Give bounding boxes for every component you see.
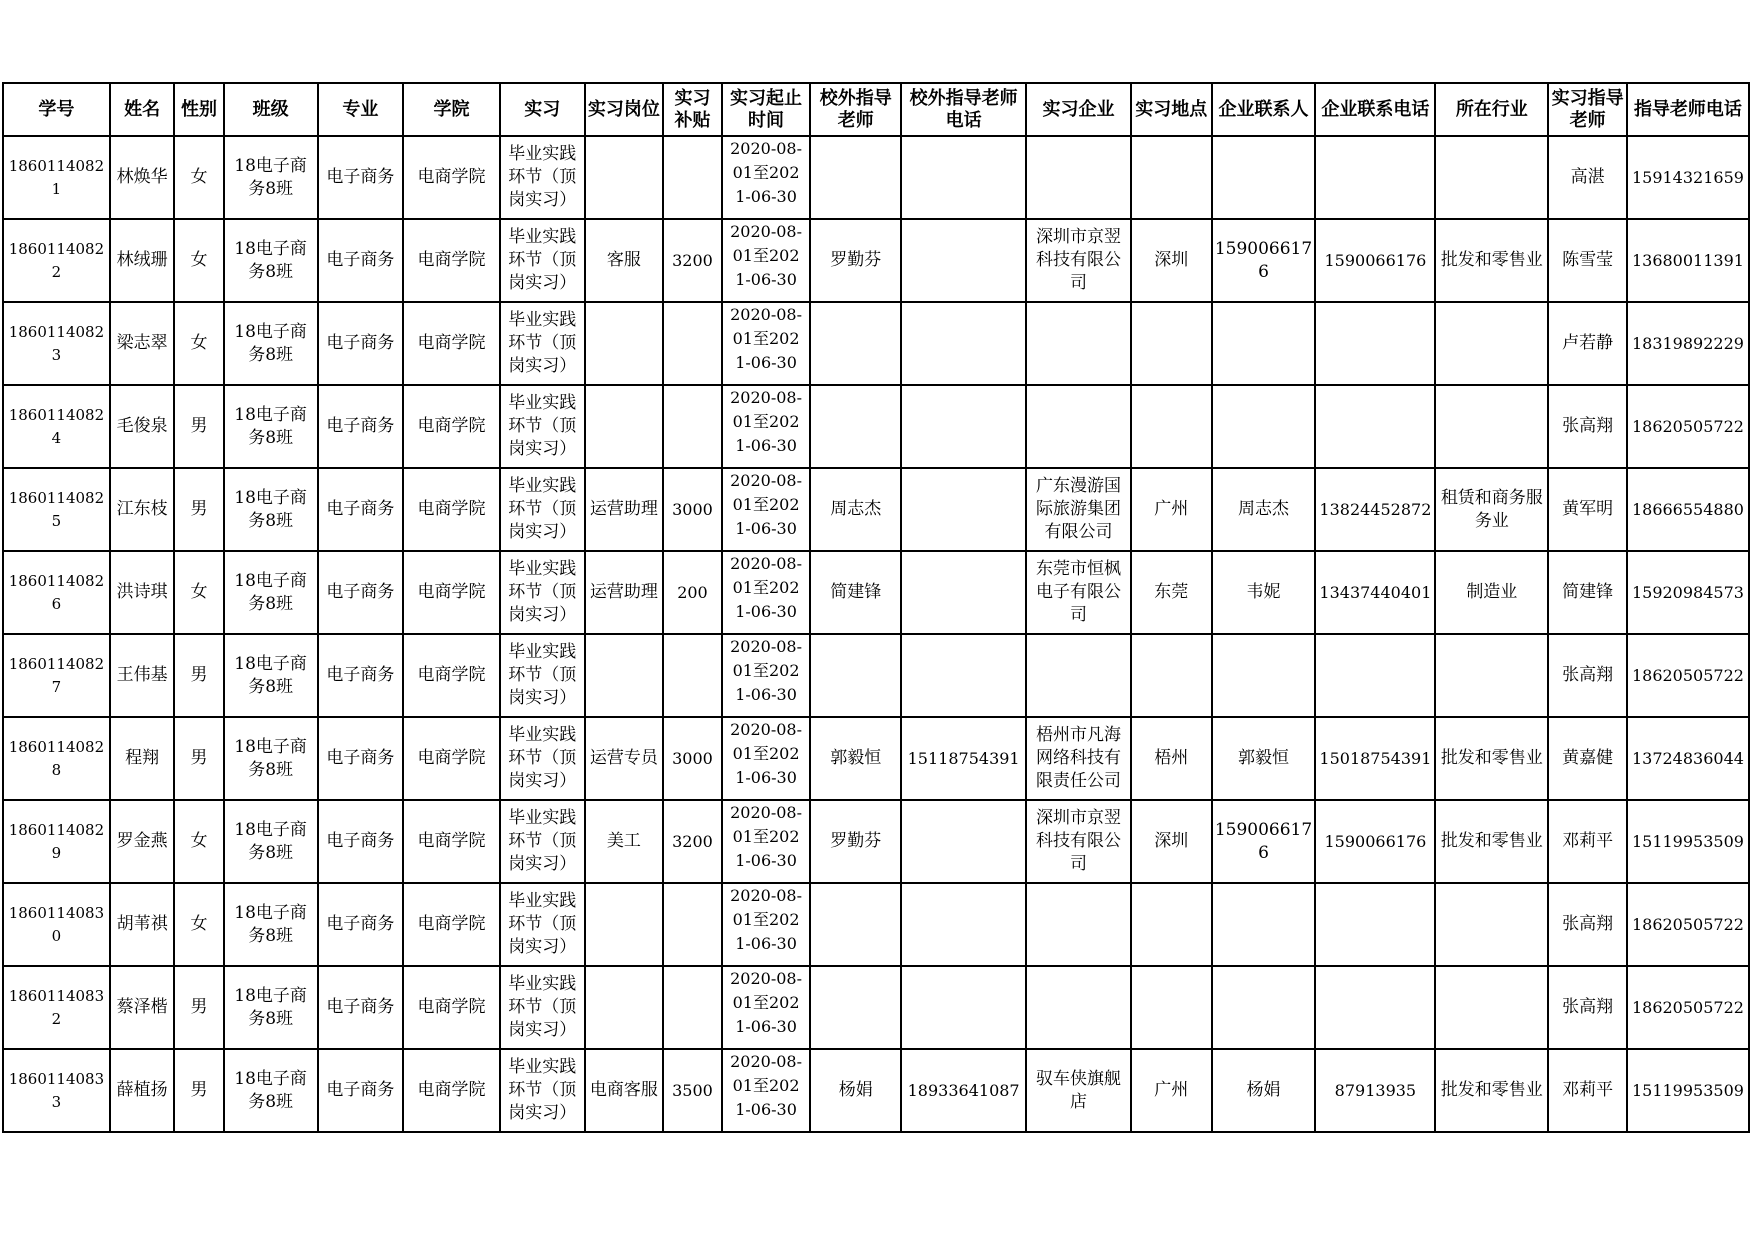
cell-ext-teacher [810, 883, 901, 966]
cell-name: 蔡泽楷 [110, 966, 175, 1049]
cell-teacher-phone: 18620505722 [1627, 966, 1749, 1049]
cell-post [585, 883, 664, 966]
cell-college: 电商学院 [403, 800, 500, 883]
cell-location [1131, 634, 1212, 717]
period-text: 2020-08-01至2021-06-30 [730, 222, 802, 289]
cell-name: 王伟基 [110, 634, 175, 717]
cell-major: 电子商务 [318, 551, 404, 634]
cell-ext-teacher: 简建锋 [810, 551, 901, 634]
cell-ext-teacher [810, 634, 901, 717]
header-teacher-phone: 指导老师电话 [1627, 83, 1749, 136]
cell-location [1131, 302, 1212, 385]
cell-subsidy [663, 883, 721, 966]
cell-location: 广州 [1131, 1049, 1212, 1132]
cell-contact-phone [1315, 302, 1435, 385]
cell-gender: 男 [174, 634, 223, 717]
cell-ext-teacher-phone [901, 219, 1026, 302]
cell-teacher: 黄军明 [1548, 468, 1627, 551]
cell-ext-teacher [810, 385, 901, 468]
cell-period [722, 219, 811, 302]
cell-teacher: 邓莉平 [1548, 800, 1627, 883]
cell-ext-teacher-phone [901, 634, 1026, 717]
cell-internship: 毕业实践环节（顶岗实习） [500, 966, 585, 1049]
cell-post: 运营专员 [585, 717, 664, 800]
cell-contact-phone: 1590066176 [1315, 219, 1435, 302]
cell-internship: 毕业实践环节（顶岗实习） [500, 468, 585, 551]
cell-company [1026, 136, 1131, 219]
cell-teacher: 邓莉平 [1548, 1049, 1627, 1132]
cell-ext-teacher [810, 302, 901, 385]
cell-contact-phone: 87913935 [1315, 1049, 1435, 1132]
header-name: 姓名 [110, 83, 175, 136]
cell-company: 深圳市京翌科技有限公司 [1026, 219, 1131, 302]
cell-name: 程翔 [110, 717, 175, 800]
cell-period [722, 966, 811, 1049]
cell-contact: 1590066176 [1212, 219, 1316, 302]
cell-ext-teacher-phone [901, 385, 1026, 468]
cell-gender: 男 [174, 717, 223, 800]
cell-name: 罗金燕 [110, 800, 175, 883]
cell-student-id: 18601140832 [3, 966, 110, 1049]
cell-ext-teacher-phone [901, 966, 1026, 1049]
cell-student-id: 18601140830 [3, 883, 110, 966]
header-gender: 性别 [174, 83, 223, 136]
cell-student-id: 18601140833 [3, 1049, 110, 1132]
cell-company: 深圳市京翌科技有限公司 [1026, 800, 1131, 883]
header-industry: 所在行业 [1435, 83, 1548, 136]
cell-subsidy [663, 966, 721, 1049]
cell-major: 电子商务 [318, 800, 404, 883]
cell-major: 电子商务 [318, 302, 404, 385]
period-text: 2020-08-01至2021-06-30 [730, 803, 802, 870]
cell-major: 电子商务 [318, 634, 404, 717]
cell-industry: 租赁和商务服务业 [1435, 468, 1548, 551]
cell-college: 电商学院 [403, 551, 500, 634]
cell-internship: 毕业实践环节（顶岗实习） [500, 634, 585, 717]
table-row [3, 800, 1749, 883]
cell-location: 广州 [1131, 468, 1212, 551]
cell-industry: 制造业 [1435, 551, 1548, 634]
cell-industry [1435, 302, 1548, 385]
cell-teacher: 黄嘉健 [1548, 717, 1627, 800]
table-row [3, 468, 1749, 551]
cell-company [1026, 883, 1131, 966]
cell-class: 18电子商务8班 [224, 385, 318, 468]
cell-company [1026, 302, 1131, 385]
cell-class: 18电子商务8班 [224, 136, 318, 219]
cell-post: 运营助理 [585, 551, 664, 634]
cell-industry: 批发和零售业 [1435, 219, 1548, 302]
header-college: 学院 [403, 83, 500, 136]
cell-name: 林焕华 [110, 136, 175, 219]
cell-ext-teacher-phone [901, 800, 1026, 883]
cell-contact: 郭毅恒 [1212, 717, 1316, 800]
cell-period [722, 136, 811, 219]
cell-internship: 毕业实践环节（顶岗实习） [500, 717, 585, 800]
cell-contact [1212, 966, 1316, 1049]
cell-college: 电商学院 [403, 468, 500, 551]
header-company: 实习企业 [1026, 83, 1131, 136]
cell-class: 18电子商务8班 [224, 634, 318, 717]
cell-gender: 女 [174, 883, 223, 966]
cell-location: 东莞 [1131, 551, 1212, 634]
cell-student-id: 18601140822 [3, 219, 110, 302]
cell-contact-phone [1315, 883, 1435, 966]
cell-contact: 1590066176 [1212, 800, 1316, 883]
header-teacher: 实习指导老师 [1548, 83, 1627, 136]
cell-industry: 批发和零售业 [1435, 717, 1548, 800]
cell-ext-teacher-phone [901, 136, 1026, 219]
cell-company [1026, 634, 1131, 717]
table-row [3, 302, 1749, 385]
cell-contact-phone: 1590066176 [1315, 800, 1435, 883]
cell-name: 江东枝 [110, 468, 175, 551]
cell-location: 深圳 [1131, 219, 1212, 302]
cell-college: 电商学院 [403, 717, 500, 800]
cell-contact: 周志杰 [1212, 468, 1316, 551]
cell-period [722, 551, 811, 634]
cell-major: 电子商务 [318, 966, 404, 1049]
cell-ext-teacher: 杨娟 [810, 1049, 901, 1132]
cell-gender: 男 [174, 966, 223, 1049]
cell-location [1131, 883, 1212, 966]
cell-college: 电商学院 [403, 219, 500, 302]
cell-student-id: 18601140823 [3, 302, 110, 385]
cell-college: 电商学院 [403, 634, 500, 717]
cell-teacher-phone: 18666554880 [1627, 468, 1749, 551]
cell-industry [1435, 883, 1548, 966]
table-row [3, 966, 1749, 1049]
cell-internship: 毕业实践环节（顶岗实习） [500, 302, 585, 385]
cell-contact: 韦妮 [1212, 551, 1316, 634]
cell-teacher: 陈雪莹 [1548, 219, 1627, 302]
cell-company [1026, 385, 1131, 468]
header-post: 实习岗位 [585, 83, 664, 136]
cell-contact-phone [1315, 634, 1435, 717]
cell-industry [1435, 634, 1548, 717]
cell-contact-phone [1315, 966, 1435, 1049]
period-text: 2020-08-01至2021-06-30 [730, 305, 802, 372]
cell-name: 胡苇祺 [110, 883, 175, 966]
cell-period [722, 634, 811, 717]
cell-industry: 批发和零售业 [1435, 800, 1548, 883]
cell-teacher-phone: 18620505722 [1627, 634, 1749, 717]
cell-location: 梧州 [1131, 717, 1212, 800]
cell-student-id: 18601140821 [3, 136, 110, 219]
cell-industry: 批发和零售业 [1435, 1049, 1548, 1132]
cell-period [722, 1049, 811, 1132]
cell-student-id: 18601140829 [3, 800, 110, 883]
cell-subsidy: 3500 [663, 1049, 721, 1132]
cell-class: 18电子商务8班 [224, 800, 318, 883]
cell-subsidy [663, 385, 721, 468]
header-location: 实习地点 [1131, 83, 1212, 136]
cell-ext-teacher: 罗勤芬 [810, 219, 901, 302]
cell-major: 电子商务 [318, 1049, 404, 1132]
header-contact-phone: 企业联系电话 [1315, 83, 1435, 136]
cell-student-id: 18601140825 [3, 468, 110, 551]
period-text: 2020-08-01至2021-06-30 [730, 720, 802, 787]
cell-period [722, 717, 811, 800]
cell-ext-teacher: 周志杰 [810, 468, 901, 551]
cell-internship: 毕业实践环节（顶岗实习） [500, 883, 585, 966]
cell-teacher: 高湛 [1548, 136, 1627, 219]
cell-location [1131, 966, 1212, 1049]
cell-student-id: 18601140827 [3, 634, 110, 717]
table-row [3, 1049, 1749, 1132]
period-text: 2020-08-01至2021-06-30 [730, 388, 802, 455]
cell-gender: 男 [174, 468, 223, 551]
cell-subsidy [663, 634, 721, 717]
table-row [3, 883, 1749, 966]
cell-ext-teacher-phone [901, 302, 1026, 385]
cell-name: 林绒珊 [110, 219, 175, 302]
cell-teacher-phone: 18319892229 [1627, 302, 1749, 385]
cell-teacher-phone: 15914321659 [1627, 136, 1749, 219]
cell-post: 运营助理 [585, 468, 664, 551]
cell-teacher: 简建锋 [1548, 551, 1627, 634]
cell-internship: 毕业实践环节（顶岗实习） [500, 800, 585, 883]
cell-college: 电商学院 [403, 966, 500, 1049]
cell-ext-teacher-phone: 15118754391 [901, 717, 1026, 800]
cell-post: 美工 [585, 800, 664, 883]
cell-major: 电子商务 [318, 385, 404, 468]
cell-teacher: 张高翔 [1548, 634, 1627, 717]
cell-name: 薛植扬 [110, 1049, 175, 1132]
cell-industry [1435, 385, 1548, 468]
cell-location: 深圳 [1131, 800, 1212, 883]
cell-company: 梧州市凡海网络科技有限责任公司 [1026, 717, 1131, 800]
header-period: 实习起止时间 [722, 83, 811, 136]
cell-college: 电商学院 [403, 883, 500, 966]
cell-teacher: 张高翔 [1548, 385, 1627, 468]
period-text: 2020-08-01至2021-06-30 [730, 471, 802, 538]
cell-post [585, 136, 664, 219]
internship-table [2, 82, 1750, 1133]
cell-gender: 女 [174, 219, 223, 302]
cell-subsidy: 3200 [663, 800, 721, 883]
cell-college: 电商学院 [403, 136, 500, 219]
cell-ext-teacher [810, 966, 901, 1049]
cell-gender: 男 [174, 385, 223, 468]
period-text: 2020-08-01至2021-06-30 [730, 969, 802, 1036]
cell-contact [1212, 634, 1316, 717]
header-row [3, 83, 1749, 136]
cell-ext-teacher [810, 136, 901, 219]
period-text: 2020-08-01至2021-06-30 [730, 637, 802, 704]
cell-student-id: 18601140826 [3, 551, 110, 634]
cell-name: 洪诗琪 [110, 551, 175, 634]
cell-college: 电商学院 [403, 302, 500, 385]
cell-post: 电商客服 [585, 1049, 664, 1132]
cell-contact-phone: 13824452872 [1315, 468, 1435, 551]
header-subsidy: 实习补贴 [663, 83, 721, 136]
cell-ext-teacher-phone [901, 883, 1026, 966]
cell-industry [1435, 966, 1548, 1049]
cell-subsidy: 3000 [663, 717, 721, 800]
table-row [3, 551, 1749, 634]
cell-name: 梁志翠 [110, 302, 175, 385]
cell-major: 电子商务 [318, 136, 404, 219]
cell-post [585, 634, 664, 717]
header-contact: 企业联系人 [1212, 83, 1316, 136]
header-ext-teacher: 校外指导老师 [810, 83, 901, 136]
cell-teacher: 张高翔 [1548, 883, 1627, 966]
cell-major: 电子商务 [318, 883, 404, 966]
cell-gender: 女 [174, 551, 223, 634]
cell-gender: 女 [174, 302, 223, 385]
cell-major: 电子商务 [318, 219, 404, 302]
cell-major: 电子商务 [318, 717, 404, 800]
table-row [3, 219, 1749, 302]
cell-teacher-phone: 15920984573 [1627, 551, 1749, 634]
cell-class: 18电子商务8班 [224, 1049, 318, 1132]
cell-subsidy: 3000 [663, 468, 721, 551]
cell-company [1026, 966, 1131, 1049]
cell-gender: 女 [174, 136, 223, 219]
cell-subsidy: 200 [663, 551, 721, 634]
cell-post [585, 302, 664, 385]
cell-teacher: 卢若静 [1548, 302, 1627, 385]
cell-contact-phone [1315, 136, 1435, 219]
header-internship: 实习 [500, 83, 585, 136]
cell-college: 电商学院 [403, 1049, 500, 1132]
cell-major: 电子商务 [318, 468, 404, 551]
cell-class: 18电子商务8班 [224, 717, 318, 800]
cell-class: 18电子商务8班 [224, 302, 318, 385]
cell-company: 东莞市恒枫电子有限公司 [1026, 551, 1131, 634]
table-row [3, 634, 1749, 717]
header-student-id: 学号 [3, 83, 110, 136]
cell-internship: 毕业实践环节（顶岗实习） [500, 551, 585, 634]
cell-contact [1212, 883, 1316, 966]
table-row [3, 717, 1749, 800]
cell-ext-teacher: 罗勤芬 [810, 800, 901, 883]
period-text: 2020-08-01至2021-06-30 [730, 1052, 802, 1119]
cell-class: 18电子商务8班 [224, 468, 318, 551]
cell-company: 驭车侠旗舰店 [1026, 1049, 1131, 1132]
table-row [3, 385, 1749, 468]
cell-contact-phone [1315, 385, 1435, 468]
cell-teacher: 张高翔 [1548, 966, 1627, 1049]
cell-subsidy [663, 302, 721, 385]
cell-internship: 毕业实践环节（顶岗实习） [500, 1049, 585, 1132]
cell-industry [1435, 136, 1548, 219]
cell-college: 电商学院 [403, 385, 500, 468]
cell-class: 18电子商务8班 [224, 966, 318, 1049]
cell-teacher-phone: 15119953509 [1627, 1049, 1749, 1132]
cell-student-id: 18601140824 [3, 385, 110, 468]
cell-period [722, 302, 811, 385]
table-row [3, 136, 1749, 219]
cell-post [585, 966, 664, 1049]
cell-class: 18电子商务8班 [224, 219, 318, 302]
cell-class: 18电子商务8班 [224, 551, 318, 634]
header-class: 班级 [224, 83, 318, 136]
cell-teacher-phone: 13680011391 [1627, 219, 1749, 302]
cell-location [1131, 385, 1212, 468]
cell-internship: 毕业实践环节（顶岗实习） [500, 219, 585, 302]
period-text: 2020-08-01至2021-06-30 [730, 886, 802, 953]
cell-contact [1212, 136, 1316, 219]
cell-contact-phone: 13437440401 [1315, 551, 1435, 634]
period-text: 2020-08-01至2021-06-30 [730, 554, 802, 621]
cell-ext-teacher-phone: 18933641087 [901, 1049, 1026, 1132]
cell-gender: 女 [174, 800, 223, 883]
cell-post [585, 385, 664, 468]
cell-student-id: 18601140828 [3, 717, 110, 800]
cell-period [722, 468, 811, 551]
cell-teacher-phone: 18620505722 [1627, 883, 1749, 966]
period-text: 2020-08-01至2021-06-30 [730, 139, 802, 206]
cell-post: 客服 [585, 219, 664, 302]
cell-period [722, 883, 811, 966]
cell-internship: 毕业实践环节（顶岗实习） [500, 136, 585, 219]
cell-company: 广东漫游国际旅游集团有限公司 [1026, 468, 1131, 551]
cell-location [1131, 136, 1212, 219]
cell-subsidy [663, 136, 721, 219]
cell-contact: 杨娟 [1212, 1049, 1316, 1132]
cell-ext-teacher-phone [901, 551, 1026, 634]
cell-contact [1212, 385, 1316, 468]
cell-name: 毛俊泉 [110, 385, 175, 468]
cell-contact [1212, 302, 1316, 385]
cell-period [722, 385, 811, 468]
cell-gender: 男 [174, 1049, 223, 1132]
cell-subsidy: 3200 [663, 219, 721, 302]
cell-period [722, 800, 811, 883]
cell-class: 18电子商务8班 [224, 883, 318, 966]
cell-teacher-phone: 13724836044 [1627, 717, 1749, 800]
cell-contact-phone: 15018754391 [1315, 717, 1435, 800]
header-ext-teacher-phone: 校外指导老师电话 [901, 83, 1026, 136]
cell-ext-teacher-phone [901, 468, 1026, 551]
cell-teacher-phone: 18620505722 [1627, 385, 1749, 468]
cell-teacher-phone: 15119953509 [1627, 800, 1749, 883]
cell-internship: 毕业实践环节（顶岗实习） [500, 385, 585, 468]
header-major: 专业 [318, 83, 404, 136]
cell-ext-teacher: 郭毅恒 [810, 717, 901, 800]
